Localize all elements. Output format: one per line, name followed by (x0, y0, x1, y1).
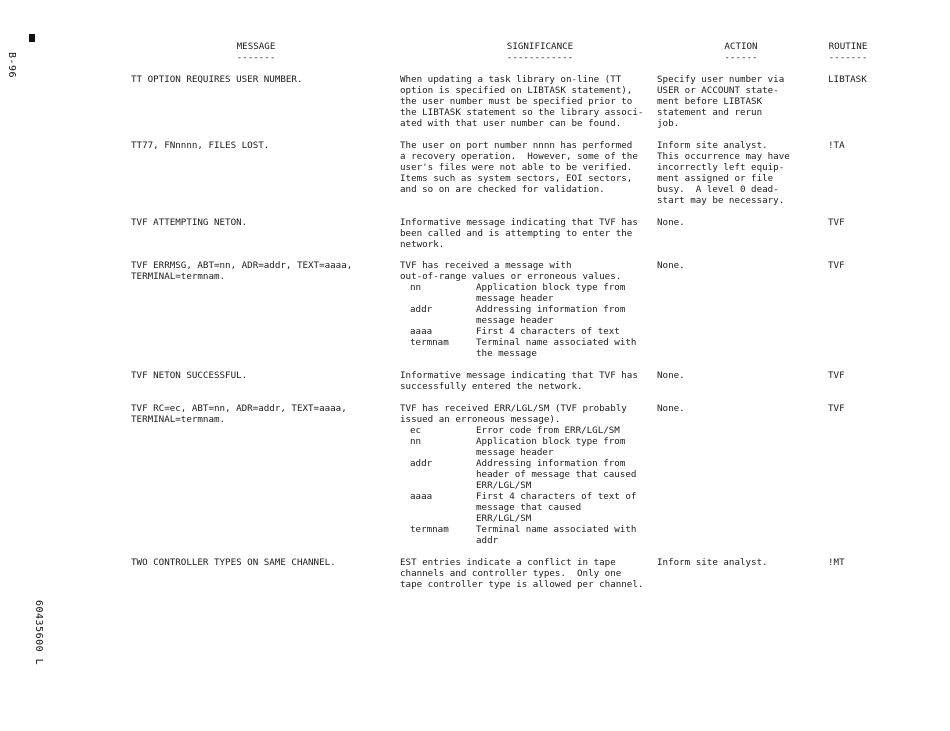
row-significance-block (400, 260, 650, 359)
row-significance: EST entries indicate a conflict in tape channels and controller types. Only one tape controller type is allowed per channel. (400, 557, 644, 590)
row-routine: !MT (828, 557, 845, 568)
row-significance: TVF has received a message with out-of-range values or erroneous values. (400, 260, 622, 282)
parameter-description: Terminal name associated with the message (476, 337, 637, 359)
row-significance: When updating a task library on-line (TT option is specified on LIBTASK statement), the user number must be specified prior to the LIBTASK statement so the library associ- ated with that user number can be found. (400, 74, 644, 129)
row-routine: TVF (828, 403, 845, 414)
header-message (226, 41, 286, 63)
header-message-rule: ------- (236, 52, 276, 63)
header-action (717, 41, 765, 63)
row-message: TVF RC=ec, ABT=nn, ADR=addr, TEXT=aaaa, TERMINAL=termnam. (131, 403, 347, 425)
row-action: Inform site analyst. This occurrence may have incorrectly left equip- ment assigned or file busy. A level 0 dead- start may be necessary. (657, 140, 790, 206)
row-routine: TVF (828, 260, 845, 271)
parameter-description: Application block type from message header (476, 436, 626, 458)
row-action: Specify user number via USER or ACCOUNT state- ment before LIBTASK statement and rerun job. (657, 74, 785, 129)
header-action-rule: ------ (724, 52, 758, 63)
row-routine: LIBTASK (828, 74, 867, 85)
row-message: TVF NETON SUCCESSFUL. (131, 370, 248, 381)
parameter-name: termnam (410, 524, 449, 535)
row-message: TT OPTION REQUIRES USER NUMBER. (131, 74, 303, 85)
row-routine: TVF (828, 217, 845, 228)
header-message-label: MESSAGE (236, 41, 276, 52)
parameter-list (410, 425, 650, 546)
parameter-name: ec (410, 425, 422, 436)
parameter-name: aaaa (410, 491, 433, 502)
row-significance: The user on port number nnnn has performed a recovery operation. However, some of the user's files were not able to be verified. Items such as system sectors, EOI sectors, and so on are checked for validation. (400, 140, 638, 195)
row-routine: TVF (828, 370, 845, 381)
row-action: None. (657, 403, 685, 414)
header-significance-rule: ------------ (506, 52, 574, 63)
document-number-label: 60435600 L (33, 600, 44, 666)
parameter-description: Addressing information from message header (476, 304, 626, 326)
row-action: Inform site analyst. (657, 557, 768, 568)
row-message: TVF ERRMSG, ABT=nn, ADR=addr, TEXT=aaaa, TERMINAL=termnam. (131, 260, 353, 282)
parameter-name: termnam (410, 337, 449, 348)
parameter-list (410, 282, 650, 359)
parameter-name: addr (410, 458, 433, 469)
header-routine (823, 41, 873, 63)
header-routine-label: ROUTINE (828, 41, 868, 52)
parameter-name: nn (410, 282, 422, 293)
row-message: TVF ATTEMPTING NETON. (131, 217, 248, 228)
row-action: None. (657, 370, 685, 381)
row-message: TWO CONTROLLER TYPES ON SAME CHANNEL. (131, 557, 336, 568)
parameter-description: Application block type from message header (476, 282, 626, 304)
page-mark (29, 34, 35, 42)
header-routine-rule: ------- (828, 52, 868, 63)
parameter-name: addr (410, 304, 433, 315)
row-action: None. (657, 260, 685, 271)
parameter-description: Addressing information from header of message that caused ERR/LGL/SM (476, 458, 637, 491)
row-significance: Informative message indicating that TVF has successfully entered the network. (400, 370, 638, 392)
header-significance-label: SIGNIFICANCE (506, 41, 574, 52)
parameter-description: First 4 characters of text of message that caused ERR/LGL/SM (476, 491, 637, 524)
header-significance (500, 41, 580, 63)
row-message: TT77, FNnnnn, FILES LOST. (131, 140, 270, 151)
row-significance: TVF has received ERR/LGL/SM (TVF probably issued an erroneous message). (400, 403, 627, 425)
page-number-label: B-96 (6, 52, 17, 79)
parameter-name: nn (410, 436, 422, 447)
parameter-description: Error code from ERR/LGL/SM (476, 425, 620, 436)
row-significance-block (400, 403, 650, 546)
parameter-description: First 4 characters of text (476, 326, 620, 337)
row-routine: !TA (828, 140, 845, 151)
header-action-label: ACTION (724, 41, 758, 52)
parameter-description: Terminal name associated with addr (476, 524, 637, 546)
parameter-name: aaaa (410, 326, 433, 337)
row-significance: Informative message indicating that TVF has been called and is attempting to enter the network. (400, 217, 638, 250)
row-action: None. (657, 217, 685, 228)
